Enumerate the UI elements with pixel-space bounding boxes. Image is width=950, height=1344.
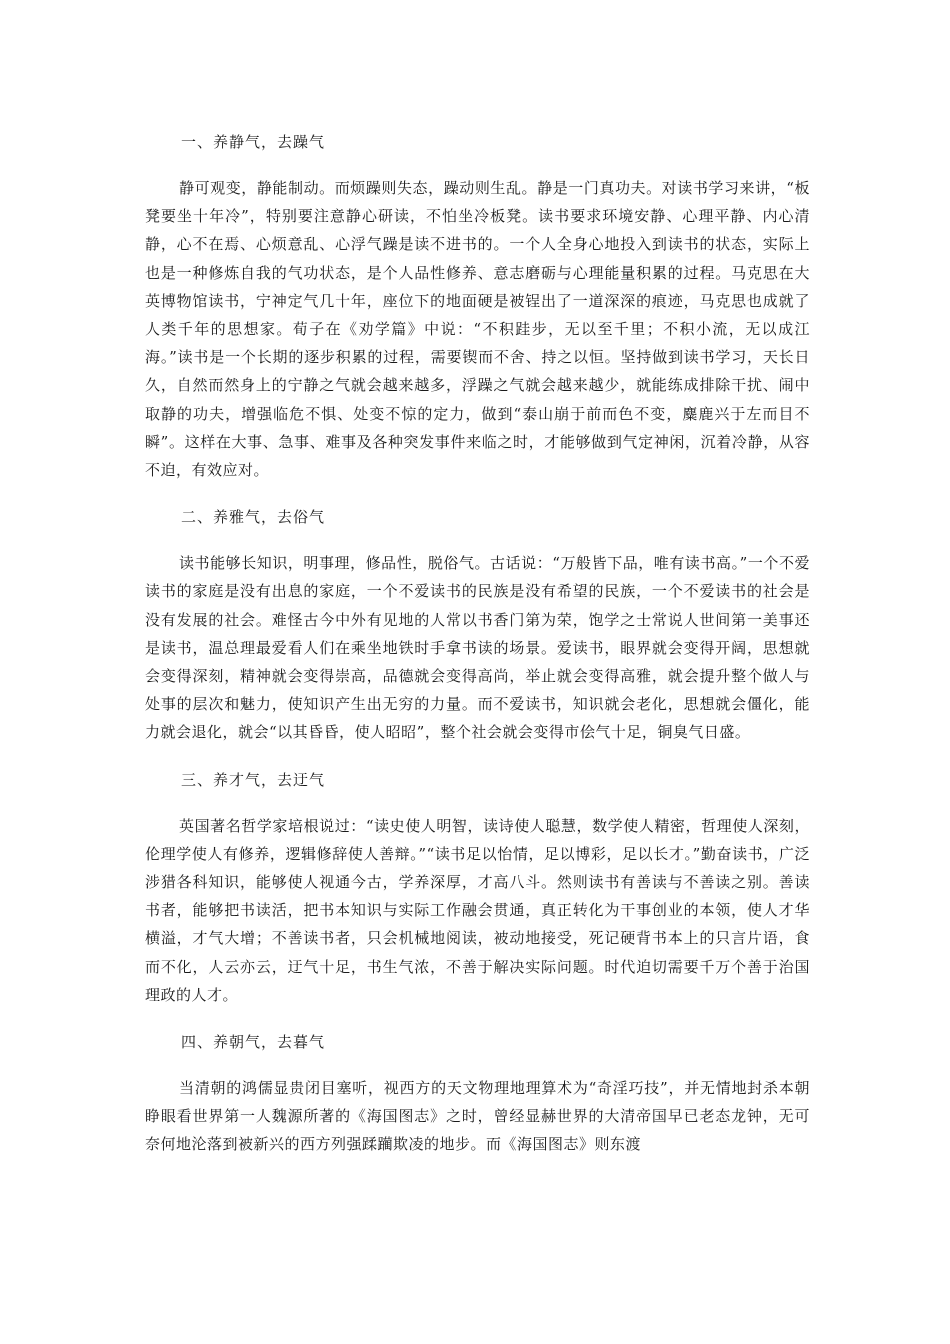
section-body-3: 英国著名哲学家培根说过：“读史使人明智，读诗使人聪慧，数学使人精密，哲理使人深刻，伦理学使人有修养，逻辑修辞使人善辩。”“读书足以怡情，足以博彩，足以长才。”勤奋读书，广泛涉猎各科知识，能够使人视通今古，学养深厚，才高八斗。然则读书有善读与不善读之别。善读书者，能够把书读活，把书本知识与实际工作融会贯通，真正转化为干事创业的本领，使人才华横溢，才气大增；不善读书者，只会机械地阅读，被动地接受，死记硬背书本上的只言片语，食而不化，人云亦云，迂气十足，书生气浓，不善于解决实际问题。时代迫切需要千万个善于治国理政的人才。 [145, 816, 810, 1004]
section-body-2: 读书能够长知识，明事理，修品性，脱俗气。古话说：“万般皆下品，唯有读书高。”一个不爱读书的家庭是没有出息的家庭，一个不爱读书的民族是没有希望的民族，一个不爱读书的社会是没有发展的社会。难怪古今中外有见地的人常以书香门第为荣，饱学之士常说人世间第一美事还是读书，温总理最爱看人们在乘坐地铁时手拿书读的场景。爱读书，眼界就会变得开阔，思想就会变得深刻，精神就会变得崇高，品德就会变得高尚，举止就会变得高雅，就会提升整个做人与处事的层次和魅力，使知识产生出无穷的力量。而不爱读书，知识就会老化，思想就会僵化，能力就会退化，就会“以其昏昏，使人昭昭”，整个社会就会变得市侩气十足，铜臭气日盛。 [145, 554, 810, 742]
section-heading-1: 一、养静气，去躁气 [181, 133, 326, 151]
section-body-1: 静可观变，静能制动。而烦躁则失态，躁动则生乱。静是一门真功夫。对读书学习来讲，“板凳要坐十年冷”，特别要注意静心研读，不怕坐冷板凳。读书要求环境安静、心理平静、内心清静，心不在焉、心烦意乱、心浮气躁是读不进书的。一个人全身心地投入到读书的状态，实际上也是一种修炼自我的气功状态，是个人品性修养、意志磨砺与心理能量积累的过程。马克思在大英博物馆读书，宁神定气几十年，座位下的地面硬是被锃出了一道深深的痕迹，马克思也成就了人类千年的思想家。荀子在《劝学篇》中说：“不积跬步，无以至千里；不积小流，无以成江海。”读书是一个长期的逐步积累的过程，需要锲而不舍、持之以恒。坚持做到读书学习，天长日久，自然而然身上的宁静之气就会越来越多，浮躁之气就会越来越少，就能练成排除干扰、闹中取静的功夫，增强临危不惧、处变不惊的定力，做到“泰山崩于前而色不变，麋鹿兴于左而目不瞬”。这样在大事、急事、难事及各种突发事件来临之时，才能够做到气定神闲，沉着冷静，从容不迫，有效应对。 [145, 179, 810, 480]
section-body-4: 当清朝的鸿儒显贵闭目塞听，视西方的天文物理地理算术为“奇淫巧技”，并无情地封杀本朝睁眼看世界第一人魏源所著的《海国图志》之时，曾经显赫世界的大清帝国早已老态龙钟，无可奈何地沦落到被新兴的西方列强蹂躏欺凌的地步。而《海国图志》则东渡 [145, 1079, 810, 1154]
section-heading-3: 三、养才气，去迂气 [181, 770, 326, 789]
section-heading-2: 二、养雅气，去俗气 [181, 508, 326, 527]
document-content [145, 128, 810, 1178]
section-heading-4: 四、养朝气，去暮气 [181, 1033, 326, 1052]
